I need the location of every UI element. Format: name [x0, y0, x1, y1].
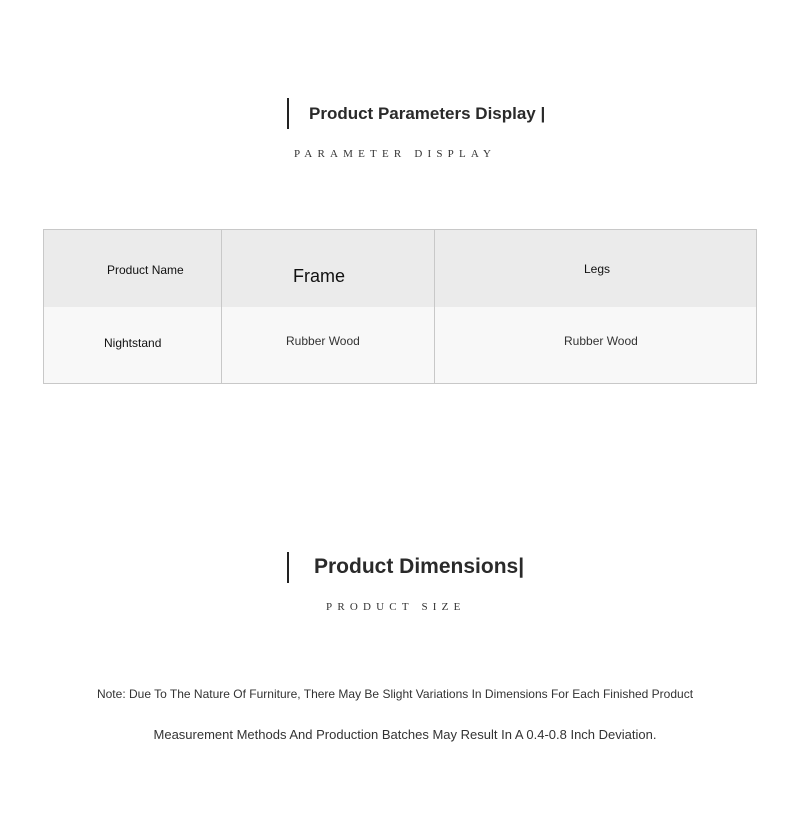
dimensions-title: Product Dimensions|	[314, 555, 525, 578]
parameters-subtitle: PARAMETER DISPLAY	[294, 148, 497, 160]
dimensions-subtitle: PRODUCT SIZE	[326, 601, 466, 613]
parameters-table	[43, 229, 757, 384]
header-frame: Frame	[293, 266, 346, 286]
table-header-row	[44, 230, 756, 308]
header-legs: Legs	[584, 262, 611, 276]
dimensions-title-accent-bar	[287, 552, 289, 583]
table-column-divider	[434, 230, 435, 383]
cell-product-name: Nightstand	[104, 336, 162, 350]
table-column-divider	[221, 230, 222, 383]
table-row	[44, 307, 756, 383]
cell-legs: Rubber Wood	[564, 334, 638, 348]
header-product-name: Product Name	[107, 263, 184, 277]
parameters-title-accent-bar	[287, 98, 289, 129]
cell-frame: Rubber Wood	[286, 334, 360, 348]
dimensions-note-line-1: Note: Due To The Nature Of Furniture, There May Be Slight Variations In Dimensions For Each Finished Product	[96, 687, 694, 701]
dimensions-note-line-2: Measurement Methods And Production Batches May Result In A 0.4-0.8 Inch Deviation.	[153, 727, 657, 742]
parameters-title: Product Parameters Display |	[309, 104, 546, 123]
